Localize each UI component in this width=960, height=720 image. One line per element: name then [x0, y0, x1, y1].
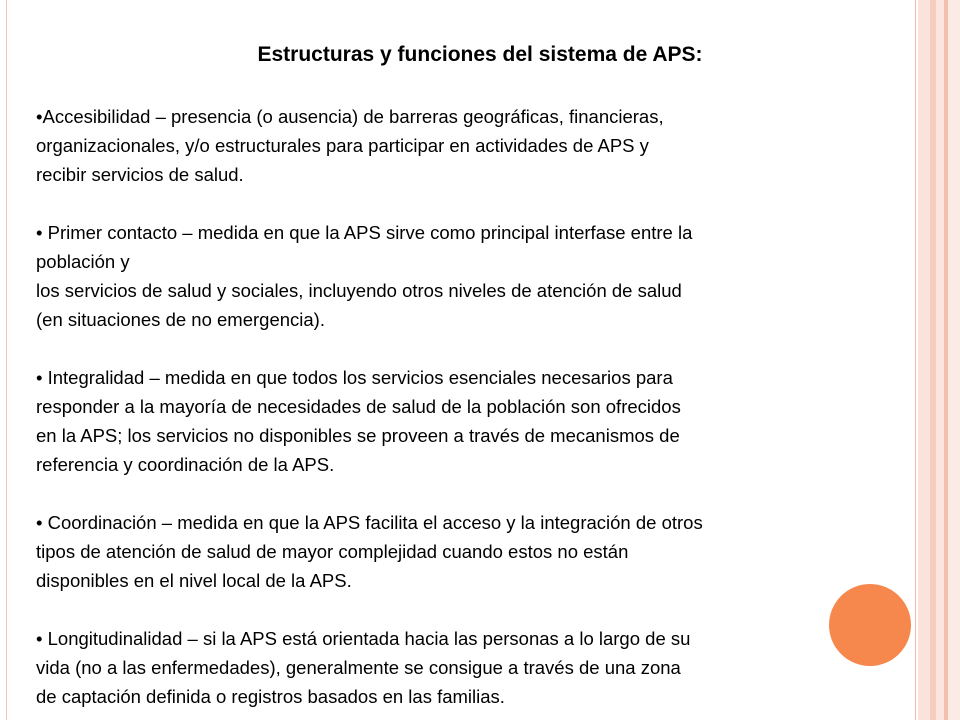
bullet-coordinacion	[36, 508, 898, 595]
bullet-integralidad	[36, 363, 898, 479]
left-frame-line	[6, 0, 7, 720]
slide-title: Estructuras y funciones del sistema de APS:	[257, 43, 703, 66]
bullet-line: organizacionales, y/o estructurales para participar en actividades de APS y	[36, 135, 649, 156]
right-frame-line	[915, 0, 916, 720]
bullet-list	[36, 102, 898, 711]
bullet-line: en la APS; los servicios no disponibles se proveen a través de mecanismos de	[36, 425, 680, 446]
bullet-line: • Longitudinalidad – si la APS está orientada hacia las personas a lo largo de su	[36, 628, 691, 649]
bullet-line: de captación definida o registros basados en las familias.	[36, 686, 505, 707]
bullet-line: población y	[36, 251, 130, 272]
decorative-stripe	[918, 0, 930, 720]
bullet-line: recibir servicios de salud.	[36, 164, 244, 185]
bullet-line: • Primer contacto – medida en que la APS sirve como principal interfase entre la	[36, 222, 693, 243]
decorative-stripe	[936, 0, 944, 720]
bullet-line: referencia y coordinación de la APS.	[36, 454, 335, 475]
bullet-line: •Accesibilidad – presencia (o ausencia) de barreras geográficas, financieras,	[36, 106, 664, 127]
bullet-line: vida (no a las enfermedades), generalmente se consigue a través de una zona	[36, 657, 681, 678]
accent-circle	[829, 584, 911, 666]
decorative-stripe	[948, 0, 960, 720]
bullet-accesibilidad	[36, 102, 898, 189]
bullet-line: responder a la mayoría de necesidades de salud de la población son ofrecidos	[36, 396, 681, 417]
bullet-longitudinalidad	[36, 624, 898, 711]
bullet-primer-contacto	[36, 218, 898, 334]
bullet-line: los servicios de salud y sociales, incluyendo otros niveles de atención de salud	[36, 280, 682, 301]
bullet-line: • Coordinación – medida en que la APS facilita el acceso y la integración de otros	[36, 512, 703, 533]
bullet-line: disponibles en el nivel local de la APS.	[36, 570, 352, 591]
bullet-line: (en situaciones de no emergencia).	[36, 309, 325, 330]
bullet-line: tipos de atención de salud de mayor complejidad cuando estos no están	[36, 541, 629, 562]
bullet-line: • Integralidad – medida en que todos los servicios esenciales necesarios para	[36, 367, 673, 388]
